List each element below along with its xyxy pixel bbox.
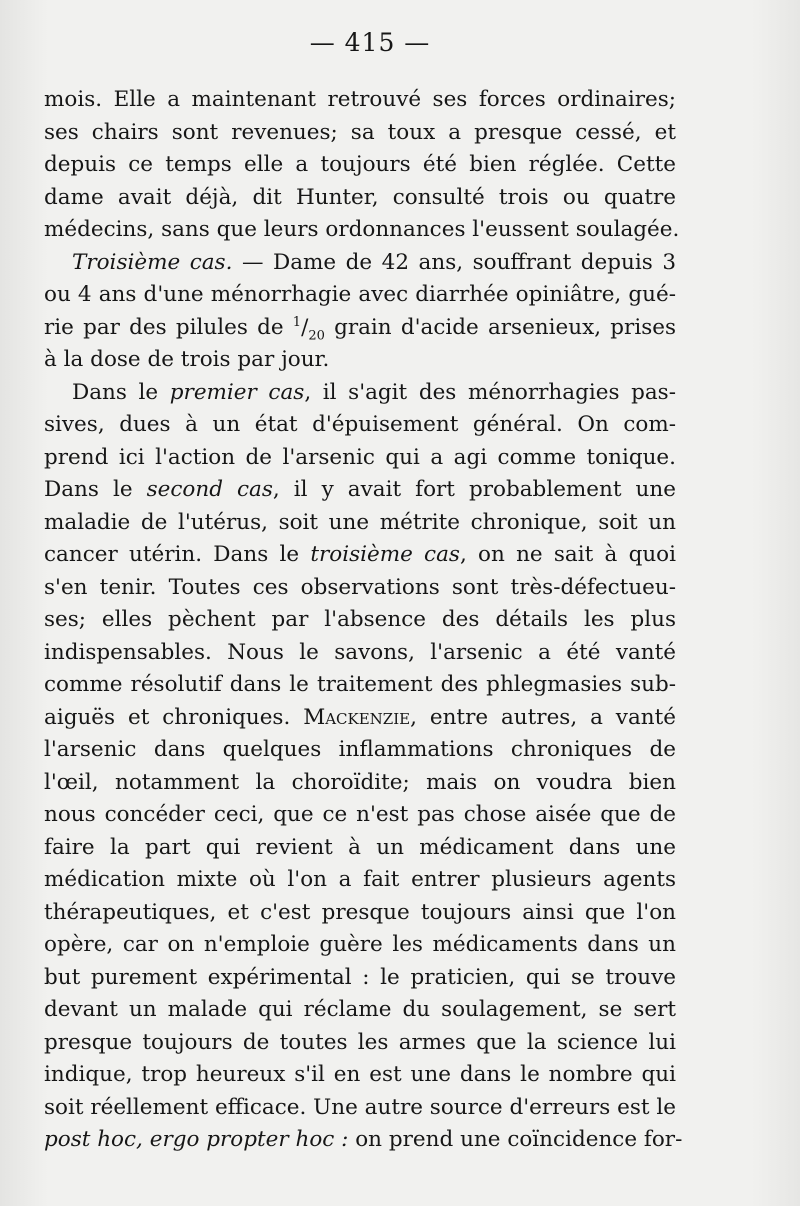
- text-line: sives, dues à un état d'épuisement général. On com-: [44, 412, 676, 437]
- text-line: Troisième cas. — Dame de 42 ans, souffrant depuis 3: [72, 249, 676, 275]
- fraction-numerator: 1: [292, 314, 302, 330]
- text-line: devant un malade qui réclame du soulagement, se sert: [44, 997, 676, 1022]
- text-line: opère, car on n'emploie guère les médicaments dans un: [44, 932, 676, 957]
- text-line: rie par des pilules de $^1/_{20}$ grain d'acide arsenieux, prises: [44, 314, 676, 343]
- text-line: l'œil, notamment la choroïdite; mais on voudra bien: [44, 769, 676, 795]
- text-line: médecins, sans que leurs ordonnances l'eussent soulagée.: [44, 217, 680, 242]
- emphasis: troisième cas: [310, 542, 460, 567]
- text-line: depuis ce temps elle a toujours été bien réglée. Cette: [44, 152, 676, 177]
- text-line: à la dose de trois par jour.: [44, 347, 330, 372]
- author-name: Mackenzie: [303, 704, 411, 730]
- text-line: ou 4 ans d'une ménorrhagie avec diarrhée opiniâtre, gué-: [44, 282, 676, 307]
- emphasis: premier cas: [169, 379, 305, 405]
- text-line: ses chairs sont revenues; sa toux a presque cessé, et: [44, 119, 676, 145]
- text-line: Dans le second cas, il y avait fort probablement une: [44, 477, 676, 502]
- text-line: s'en tenir. Toutes ces observations sont très-défectueu-: [44, 574, 676, 600]
- text-line: thérapeutiques, et c'est presque toujours ainsi que l'on: [44, 899, 676, 925]
- text-line: soit réellement efficace. Une autre source d'erreurs est le: [44, 1094, 676, 1120]
- latin-phrase: post hoc, ergo propter hoc :: [44, 1127, 349, 1152]
- case-heading: Troisième cas.: [72, 249, 233, 275]
- text-line: presque toujours de toutes les armes que la science lui: [44, 1029, 676, 1055]
- text-line: indique, trop heureux s'il en est une dans le nombre qui: [44, 1062, 676, 1087]
- text-line: ses; elles pèchent par l'absence des détails les plus: [44, 607, 676, 632]
- text-line: indispensables. Nous le savons, l'arsenic a été vanté: [44, 639, 676, 665]
- body-text: [44, 84, 683, 1157]
- text-line: but purement expérimental : le praticien, qui se trouve: [44, 964, 676, 990]
- text-line: post hoc, ergo propter hoc : on prend une coïncidence for-: [44, 1127, 683, 1152]
- text-line: Dans le premier cas, il s'agit des ménorrhagies pas-: [72, 379, 676, 405]
- text-line: faire la part qui revient à un médicament dans une: [44, 834, 676, 860]
- text-line: nous concéder ceci, que ce n'est pas chose aisée que de: [44, 802, 676, 827]
- page-number: — 415 —: [309, 28, 431, 57]
- text-line: aiguës et chroniques. Mackenzie, entre autres, a vanté: [44, 704, 676, 730]
- text-line: comme résolutif dans le traitement des phlegmasies sub-: [44, 672, 676, 697]
- fraction-denominator: 20: [308, 327, 325, 343]
- text-line: mois. Elle a maintenant retrouvé ses forces ordinaires;: [44, 87, 676, 112]
- text-line: cancer utérin. Dans le troisième cas, on ne sait à quoi: [44, 542, 676, 567]
- emphasis: second cas: [146, 477, 273, 502]
- text-line: dame avait déjà, dit Hunter, consulté trois ou quatre: [44, 184, 676, 210]
- text-line: maladie de l'utérus, soit une métrite chronique, soit un: [44, 509, 676, 535]
- text-line: prend ici l'action de l'arsenic qui a agi comme tonique.: [44, 444, 676, 470]
- text-line: médication mixte où l'on a fait entrer plusieurs agents: [44, 867, 676, 892]
- text-line: l'arsenic dans quelques inflammations chroniques de: [44, 737, 676, 762]
